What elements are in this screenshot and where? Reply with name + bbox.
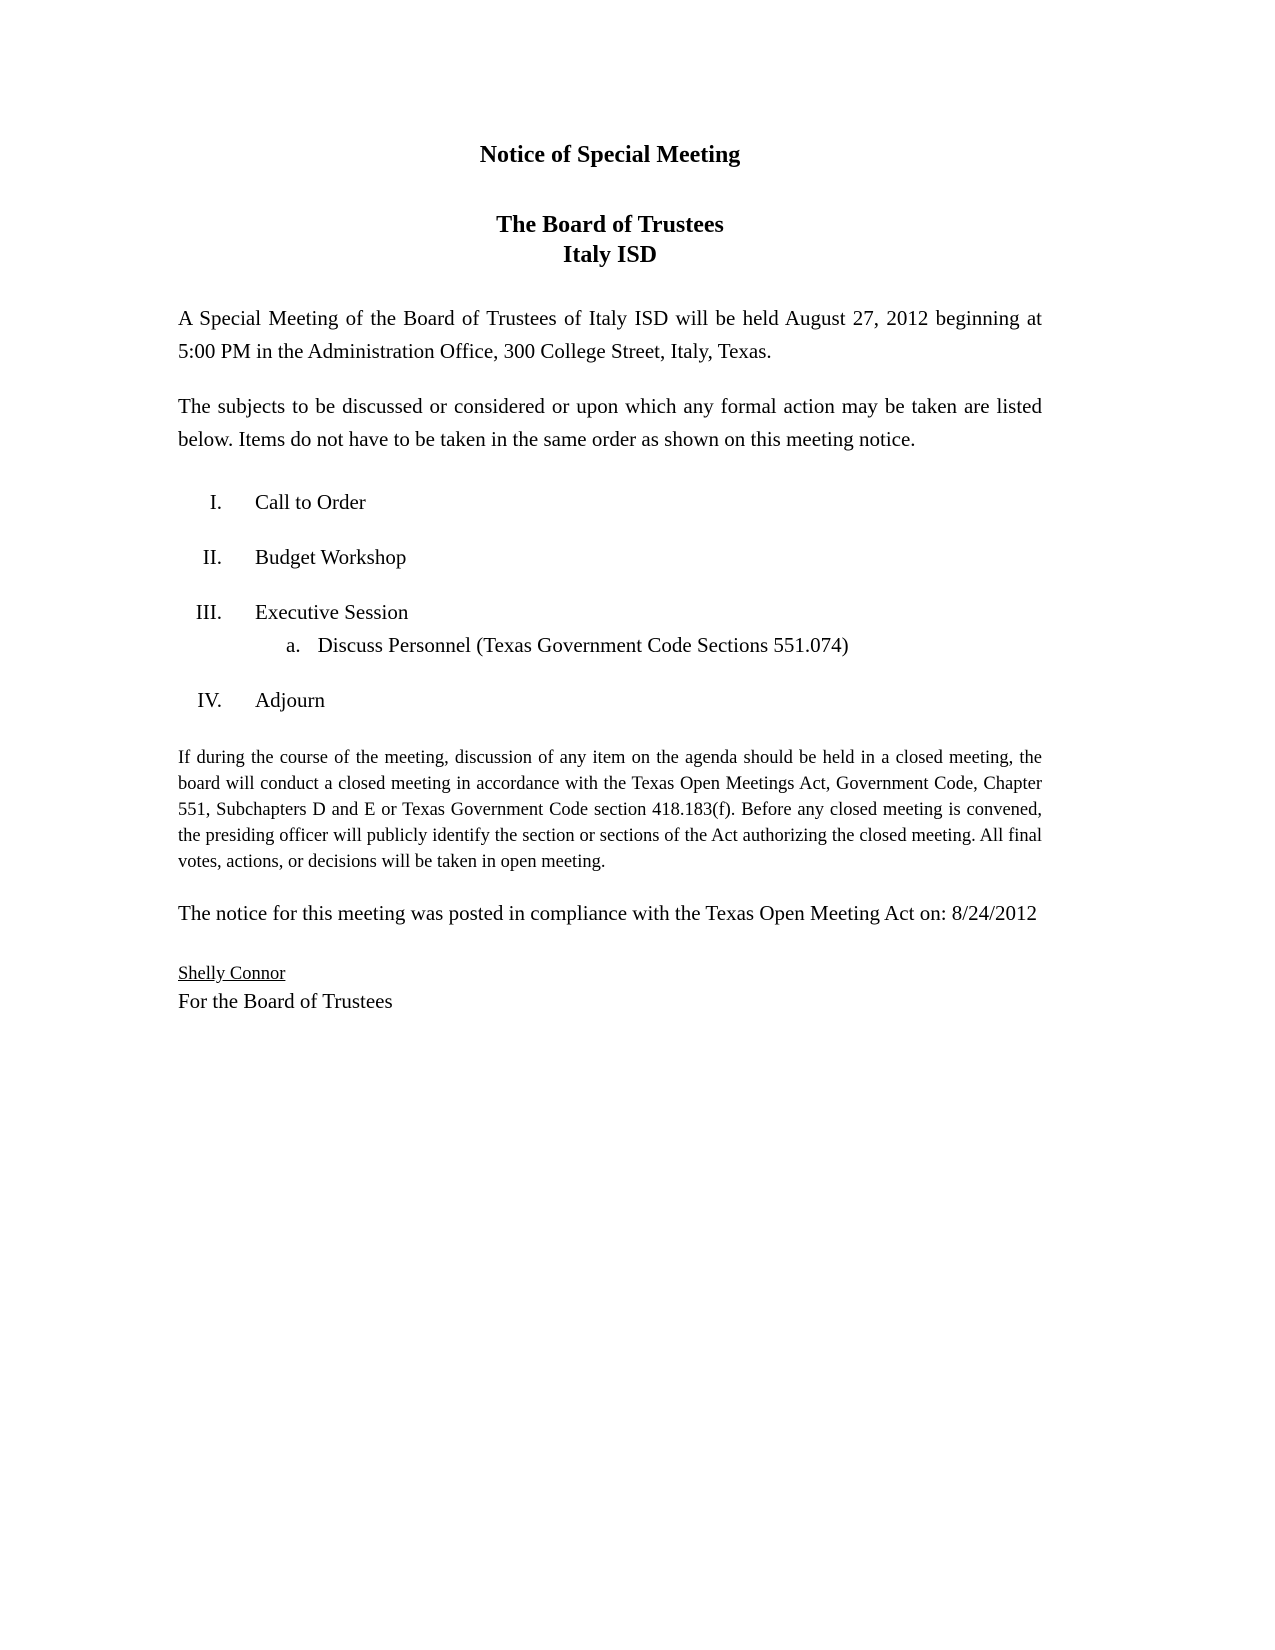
subtitle-board-line: The Board of Trustees xyxy=(496,211,724,238)
posting-paragraph: The notice for this meeting was posted in compliance with the Texas Open Meeting Act on: 8/24/2012 xyxy=(178,900,1037,925)
document-content xyxy=(178,0,1042,1016)
agenda-subitem-marker: a. xyxy=(286,632,301,657)
agenda-item-adjourn xyxy=(178,684,1042,717)
agenda-label: Executive Session xyxy=(255,599,409,624)
agenda-numeral: IV. xyxy=(197,687,222,712)
signature-role: For the Board of Trustees xyxy=(178,988,393,1013)
document-title: Notice of Special Meeting xyxy=(479,142,741,168)
closed-meeting-paragraph: If during the course of the meeting, discussion of any item on the agenda should be held in a closed meeting, the board will conduct a closed meeting in accordance with the Texas Open Meetings Act, Government Code, Chapter 551, Subchapters D and E or Texas Government Code section 418.183(f). Before any closed meeting is convened, the presiding officer will publicly identify the section or sections of the Act authorizing the closed meeting. All final votes, actions, or decisions will be taken in open meeting. xyxy=(178,747,1042,872)
subtitle-district-line: Italy ISD xyxy=(562,241,658,268)
agenda-label: Adjourn xyxy=(255,687,325,712)
agenda-item-call-to-order xyxy=(178,486,1042,519)
document-subtitle xyxy=(178,210,1042,270)
agenda-item-budget-workshop xyxy=(178,541,1042,574)
agenda-label: Call to Order xyxy=(255,489,366,514)
agenda-numeral: I. xyxy=(209,489,222,514)
intro-paragraph: A Special Meeting of the Board of Trustees of Italy ISD will be held August 27, 2012 beginning at 5:00 PM in the Administration Office, 300 College Street, Italy, Texas. xyxy=(178,305,1042,363)
agenda-subitem-discuss-personnel xyxy=(178,629,1042,662)
agenda-label: Budget Workshop xyxy=(255,544,407,569)
subjects-paragraph: The subjects to be discussed or considered or upon which any formal action may be taken are listed below. Items do not have to be taken in the same order as shown on this meeting notice. xyxy=(178,393,1042,451)
agenda-list xyxy=(178,486,1042,717)
agenda-numeral: III. xyxy=(195,599,222,624)
agenda-subitem-label: Discuss Personnel (Texas Government Code Sections 551.074) xyxy=(317,632,849,657)
agenda-numeral: II. xyxy=(202,544,222,569)
agenda-item-executive-session xyxy=(178,596,1042,629)
signature-name: Shelly Connor xyxy=(178,963,286,984)
